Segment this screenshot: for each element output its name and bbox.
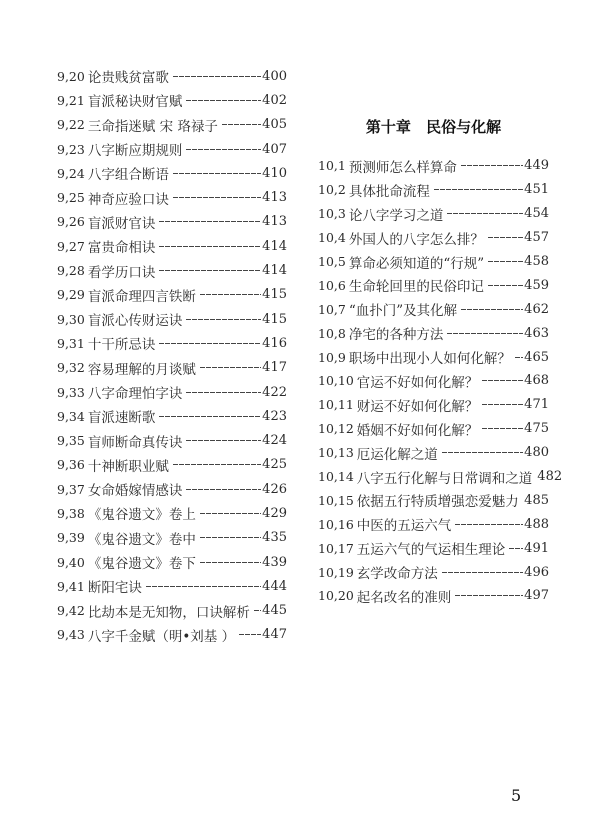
leader-dashes xyxy=(173,197,261,198)
leader-dashes xyxy=(239,634,261,635)
leader-dashes xyxy=(488,237,523,238)
entry-page: 415 xyxy=(262,287,287,303)
entry-title: 比劫本是无知物，口诀解析 xyxy=(87,604,250,621)
entry-title: 《鬼谷遗文》卷中 xyxy=(87,531,196,548)
entry-number: 10,8 xyxy=(318,325,346,341)
page-number: 5 xyxy=(511,786,522,805)
entry-title: “血扑门”及其化解 xyxy=(348,303,458,320)
entry-number: 10,20 xyxy=(318,588,354,604)
entry-title: 盲师断命真传诀 xyxy=(87,434,183,451)
entry-number: 9,41 xyxy=(57,578,85,594)
entry-title: 盲派命理四言铁断 xyxy=(87,288,196,305)
toc-entry[interactable] xyxy=(57,137,287,161)
entry-number: 10,13 xyxy=(318,445,354,461)
toc-entry[interactable] xyxy=(318,441,549,465)
toc-entry[interactable] xyxy=(57,574,287,598)
entry-title: 盲派财官诀 xyxy=(87,215,156,232)
leader-dashes xyxy=(200,562,261,563)
entry-page: 480 xyxy=(524,445,549,461)
entry-page: 465 xyxy=(524,349,549,365)
entry-title: 十干所忌诀 xyxy=(87,337,156,354)
entry-number: 10,7 xyxy=(318,301,346,317)
leader-dashes xyxy=(173,76,261,77)
entry-title: 八字五行化解与日常调和之道 xyxy=(356,470,533,487)
entry-number: 9,35 xyxy=(57,433,85,449)
toc-entry[interactable] xyxy=(57,550,287,574)
entry-page: 482 xyxy=(537,469,563,485)
entry-title: 玄学改命方法 xyxy=(356,566,438,583)
leader-dashes xyxy=(515,357,523,358)
entry-page: 400 xyxy=(262,68,287,84)
entry-number: 9,20 xyxy=(57,68,85,84)
leader-dashes xyxy=(447,333,523,334)
toc-entry[interactable] xyxy=(57,356,287,380)
entry-page: 413 xyxy=(262,214,287,230)
leader-dashes xyxy=(186,440,261,441)
entry-number: 10,17 xyxy=(318,540,354,556)
entry-title: 《鬼谷遗文》卷下 xyxy=(87,556,196,573)
toc-entry[interactable] xyxy=(318,584,549,608)
toc-entry[interactable] xyxy=(318,297,549,321)
toc-entry[interactable] xyxy=(318,488,549,512)
entry-page: 458 xyxy=(524,254,549,269)
entry-title: 盲派心传财运诀 xyxy=(87,313,183,330)
toc-entry[interactable] xyxy=(57,283,287,307)
leader-dashes xyxy=(482,404,523,405)
leader-dashes xyxy=(186,149,261,150)
toc-entry[interactable] xyxy=(318,560,549,584)
toc-entry[interactable] xyxy=(57,526,287,550)
entry-title: 八字断应期规则 xyxy=(87,143,183,160)
leader-dashes xyxy=(488,261,523,262)
leader-dashes xyxy=(442,572,523,573)
entry-title: 官运不好如何化解？ xyxy=(356,374,479,391)
entry-number: 9,28 xyxy=(57,263,85,279)
entry-number: 9,31 xyxy=(57,335,85,351)
entry-page: 496 xyxy=(524,564,549,580)
toc-entry[interactable] xyxy=(318,465,563,489)
entry-title: 八字千金赋（明•刘基 ） xyxy=(87,628,236,645)
entry-title: 神奇应验口诀 xyxy=(87,191,169,208)
leader-dashes xyxy=(434,189,523,190)
entry-title: 中医的五运六气 xyxy=(356,518,452,535)
entry-number: 9,22 xyxy=(57,117,85,133)
entry-title: 具体批命流程 xyxy=(348,183,430,200)
entry-page: 449 xyxy=(524,158,549,174)
entry-title: 《鬼谷遗文》卷上 xyxy=(87,507,196,524)
entry-title: 容易理解的月谈赋 xyxy=(87,361,196,378)
entry-number: 9,36 xyxy=(57,457,85,473)
entry-title: 外国人的八字怎么排？ xyxy=(348,231,484,248)
entry-page: 425 xyxy=(262,457,287,473)
toc-entry[interactable] xyxy=(318,512,549,536)
entry-number: 10,14 xyxy=(318,469,354,485)
entry-page: 468 xyxy=(524,373,549,389)
toc-entry[interactable] xyxy=(318,273,549,297)
entry-title: 预测师怎么样算命 xyxy=(348,159,457,176)
toc-entry[interactable] xyxy=(57,404,287,428)
entry-title: 十神断职业赋 xyxy=(87,458,169,475)
toc-entry[interactable] xyxy=(57,64,287,88)
leader-dashes xyxy=(222,124,261,125)
entry-page: 462 xyxy=(524,301,549,317)
entry-title: 财运不好如何化解？ xyxy=(356,398,479,415)
entry-title: 起名改名的准则 xyxy=(356,589,452,606)
leader-dashes xyxy=(186,100,261,101)
toc-entry[interactable] xyxy=(318,536,549,560)
entry-page: 410 xyxy=(262,165,287,181)
entry-page: 459 xyxy=(524,277,549,293)
entry-number: 9,25 xyxy=(57,190,85,206)
toc-entry[interactable] xyxy=(318,226,549,250)
entry-title: 论八字学习之道 xyxy=(348,207,444,224)
leader-dashes xyxy=(488,285,523,286)
entry-page: 454 xyxy=(524,206,549,222)
toc-entry[interactable] xyxy=(318,393,549,417)
entry-page: 414 xyxy=(262,238,287,254)
toc-entry[interactable] xyxy=(57,428,287,452)
entry-page: 497 xyxy=(524,588,549,604)
entry-page: 415 xyxy=(262,311,287,327)
entry-page: 416 xyxy=(262,335,287,351)
leader-dashes xyxy=(200,367,261,368)
entry-title: 论贵贱贫富歌 xyxy=(87,70,169,87)
entry-page: 447 xyxy=(262,627,287,643)
entry-title: 依据五行特质增强恋爱魅力 xyxy=(356,494,519,511)
entry-number: 9,26 xyxy=(57,214,85,230)
leader-dashes xyxy=(186,392,261,393)
entry-number: 10,10 xyxy=(318,373,354,389)
entry-number: 9,39 xyxy=(57,530,85,546)
entry-number: 9,40 xyxy=(57,554,85,570)
toc-entry[interactable] xyxy=(318,202,549,226)
toc-entry[interactable] xyxy=(318,369,549,393)
entry-number: 10,6 xyxy=(318,277,346,293)
toc-entry[interactable] xyxy=(318,321,549,345)
entry-number: 10,4 xyxy=(318,230,346,246)
entry-number: 10,15 xyxy=(318,492,354,508)
entry-page: 451 xyxy=(524,182,549,198)
toc-entry[interactable] xyxy=(318,417,549,441)
entry-title: 八字命理怕字诀 xyxy=(87,386,183,402)
entry-title: 盲派速断歌 xyxy=(87,410,156,427)
entry-page: 402 xyxy=(262,92,287,108)
entry-title: 算命必须知道的“行规” xyxy=(348,255,485,272)
entry-title: 生命轮回里的民俗印记 xyxy=(348,279,484,296)
entry-page: 407 xyxy=(262,141,287,157)
leader-dashes xyxy=(482,380,523,381)
entry-page: 439 xyxy=(262,554,287,570)
leader-dashes xyxy=(455,595,523,596)
leader-dashes xyxy=(254,610,261,611)
entry-page: 445 xyxy=(262,603,287,619)
toc-entry[interactable] xyxy=(57,161,287,185)
entry-number: 9,37 xyxy=(57,481,85,497)
toc-entry[interactable] xyxy=(57,380,287,404)
leader-dashes xyxy=(200,294,261,295)
entry-title: 盲派秘诀财官赋 xyxy=(87,94,183,111)
toc-entry[interactable] xyxy=(57,331,287,355)
entry-number: 9,42 xyxy=(57,603,85,619)
entry-page: 491 xyxy=(524,540,549,556)
entry-page: 414 xyxy=(262,263,287,279)
entry-number: 9,21 xyxy=(57,92,85,108)
entry-number: 10,1 xyxy=(318,158,346,174)
entry-page: 457 xyxy=(524,230,549,246)
entry-page: 423 xyxy=(262,408,287,424)
entry-title: 富贵命相诀 xyxy=(87,240,156,257)
leader-dashes xyxy=(461,165,523,166)
entry-number: 9,43 xyxy=(57,627,85,643)
entry-page: 475 xyxy=(524,421,549,437)
leader-dashes xyxy=(200,537,261,538)
entry-number: 9,30 xyxy=(57,311,85,327)
leader-dashes xyxy=(200,513,261,514)
leader-dashes xyxy=(159,343,261,344)
entry-title: 净宅的各种方法 xyxy=(348,327,444,344)
entry-page: 424 xyxy=(262,433,287,449)
entry-page: 429 xyxy=(262,505,287,521)
leader-dashes xyxy=(186,319,261,320)
toc-entry[interactable] xyxy=(57,307,287,331)
entry-title: 厄运化解之道 xyxy=(356,446,438,463)
entry-number: 9,24 xyxy=(57,165,85,181)
entry-page: 405 xyxy=(262,117,287,133)
toc-entry[interactable] xyxy=(57,623,287,647)
toc-entry[interactable] xyxy=(57,88,287,112)
toc-entry[interactable] xyxy=(57,113,287,137)
toc-entry[interactable] xyxy=(57,477,287,501)
entry-page: 488 xyxy=(524,516,549,532)
leader-dashes xyxy=(173,173,261,174)
leader-dashes xyxy=(159,246,261,247)
leader-dashes xyxy=(146,586,261,587)
toc-entry[interactable] xyxy=(318,250,549,274)
entry-number: 9,33 xyxy=(57,384,85,400)
entry-number: 10,12 xyxy=(318,421,354,437)
toc-entry[interactable] xyxy=(57,210,287,234)
entry-page: 444 xyxy=(262,578,287,594)
entry-number: 9,29 xyxy=(57,287,85,303)
entry-number: 10,3 xyxy=(318,206,346,222)
leader-dashes xyxy=(509,548,523,549)
toc-entry[interactable] xyxy=(57,234,287,258)
leader-dashes xyxy=(186,489,261,490)
entry-number: 9,23 xyxy=(57,141,85,157)
leader-dashes xyxy=(461,309,523,310)
entry-title: 看学历口诀 xyxy=(87,264,156,281)
entry-page: 422 xyxy=(262,384,287,400)
leader-dashes xyxy=(447,213,523,214)
entry-number: 9,27 xyxy=(57,238,85,254)
entry-page: 417 xyxy=(262,360,287,376)
leader-dashes xyxy=(173,464,261,465)
entry-page: 463 xyxy=(524,325,549,341)
entry-number: 10,11 xyxy=(318,397,354,413)
entry-page: 485 xyxy=(524,492,549,508)
toc-right-column xyxy=(318,154,563,608)
toc-entry[interactable] xyxy=(318,178,549,202)
entry-page: 471 xyxy=(524,397,549,413)
entry-number: 10,9 xyxy=(318,349,346,365)
toc-entry[interactable] xyxy=(318,154,549,178)
entry-page: 413 xyxy=(262,190,287,206)
leader-dashes xyxy=(159,416,261,417)
entry-number: 10,5 xyxy=(318,254,346,269)
leader-dashes xyxy=(159,221,261,222)
leader-dashes xyxy=(455,524,523,525)
entry-title: 八字组合断语 xyxy=(87,167,169,184)
toc-entry[interactable] xyxy=(318,345,549,369)
entry-number: 10,2 xyxy=(318,182,346,198)
chapter-title: 第十章 民俗与化解 xyxy=(365,118,502,136)
entry-title: 职场中出现小人如何化解？ xyxy=(348,351,511,368)
entry-number: 9,38 xyxy=(57,505,85,521)
entry-title: 女命婚嫁情感诀 xyxy=(87,483,183,500)
entry-number: 10,19 xyxy=(318,564,354,580)
entry-number: 10,16 xyxy=(318,516,354,532)
toc-entry[interactable] xyxy=(57,453,287,477)
entry-title: 五运六气的气运相生理论 xyxy=(356,542,506,559)
toc-entry[interactable] xyxy=(57,599,287,623)
leader-dashes xyxy=(442,452,523,453)
entry-page: 435 xyxy=(262,530,287,546)
entry-number: 9,34 xyxy=(57,408,85,424)
leader-dashes xyxy=(482,428,523,429)
toc-entry[interactable] xyxy=(57,185,287,209)
entry-title: 断阳宅诀 xyxy=(87,580,142,597)
toc-entry[interactable] xyxy=(57,501,287,525)
toc-entry[interactable] xyxy=(57,258,287,282)
entry-number: 9,32 xyxy=(57,360,85,376)
toc-left-column xyxy=(57,64,287,647)
entry-title: 婚姻不好如何化解？ xyxy=(356,422,479,439)
entry-page: 426 xyxy=(262,481,287,497)
entry-title: 三命指迷赋 宋 珞禄子 xyxy=(87,118,218,135)
leader-dashes xyxy=(159,270,261,271)
